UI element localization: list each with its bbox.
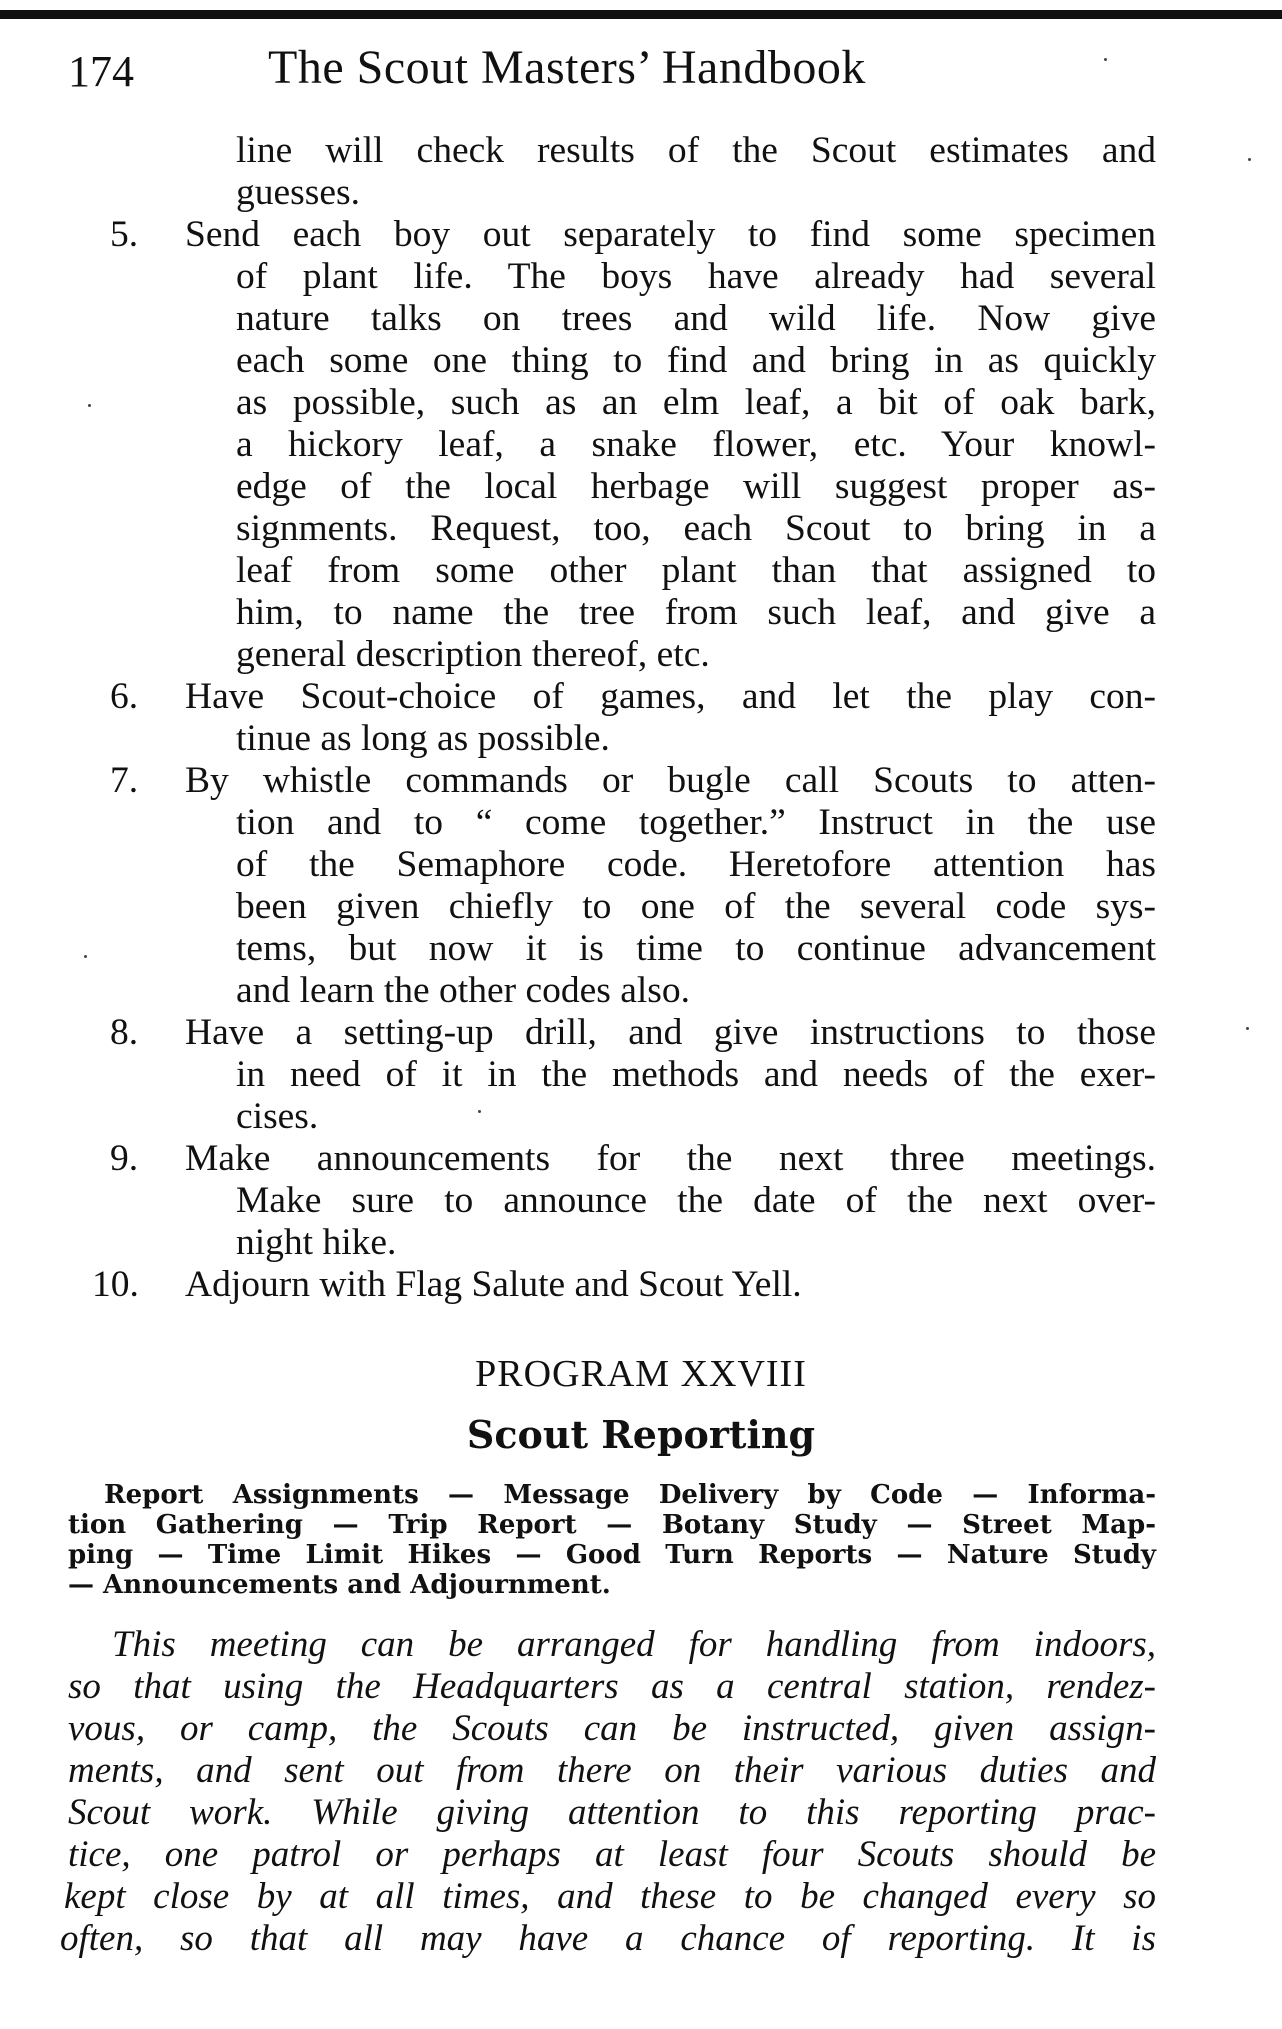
text-line: nature talks on trees and wild life. Now give xyxy=(236,298,1156,339)
page-header xyxy=(0,40,1282,100)
speck xyxy=(1248,158,1251,161)
text-line: Adjourn with Flag Salute and Scout Yell. xyxy=(185,1264,802,1305)
item-number: 6. xyxy=(110,676,139,717)
synopsis-line: ping — Time Limit Hikes — Good Turn Reports — Nature Study xyxy=(68,1540,1156,1570)
synopsis-line: — Announcements and Adjournment. xyxy=(68,1570,611,1600)
intro-line: This meeting can be arranged for handling from indoors, xyxy=(112,1624,1156,1665)
text-line: of the Semaphore code. Heretofore attention has xyxy=(236,844,1156,885)
text-line: By whistle commands or bugle call Scouts to atten- xyxy=(185,760,1156,801)
text-line: Have Scout-choice of games, and let the play con- xyxy=(185,676,1156,717)
text-line: each some one thing to find and bring in as quickly xyxy=(236,340,1156,381)
top-rule xyxy=(0,10,1282,19)
text-line: tion and to “ come together.” Instruct in the use xyxy=(236,802,1156,843)
intro-line: so that using the Headquarters as a central station, rendez- xyxy=(68,1666,1156,1707)
speck xyxy=(478,1110,481,1113)
text-line: Send each boy out separately to find some specimen xyxy=(185,214,1156,255)
intro-line: tice, one patrol or perhaps at least four Scouts should be xyxy=(68,1834,1156,1875)
synopsis-line: tion Gathering — Trip Report — Botany Study — Street Map- xyxy=(68,1510,1156,1540)
item-number: 5. xyxy=(110,214,139,255)
text-line: him, to name the tree from such leaf, and give a xyxy=(236,592,1156,633)
speck xyxy=(1104,58,1107,61)
text-line: Make announcements for the next three meetings. xyxy=(185,1138,1156,1179)
program-heading: PROGRAM XXVIII xyxy=(475,1353,807,1395)
text-line: a hickory leaf, a snake flower, etc. Your knowl- xyxy=(236,424,1156,465)
text-line: of plant life. The boys have already had several xyxy=(236,256,1156,297)
intro-line: kept close by at all times, and these to be changed every so xyxy=(64,1876,1156,1917)
running-title: The Scout Masters’ Handbook xyxy=(268,41,866,94)
intro-line: vous, or camp, the Scouts can be instructed, given assign- xyxy=(68,1708,1156,1749)
synopsis-line: Report Assignments — Message Delivery by Code — Informa- xyxy=(104,1480,1156,1510)
text-line: edge of the local herbage will suggest proper as- xyxy=(236,466,1156,507)
speck xyxy=(1246,1027,1249,1030)
text-line: Have a setting-up drill, and give instructions to those xyxy=(185,1012,1156,1053)
text-line: general description thereof, etc. xyxy=(236,634,710,675)
text-line: in need of it in the methods and needs of the exer- xyxy=(236,1054,1156,1095)
text-line: tems, but now it is time to continue advancement xyxy=(236,928,1156,969)
program-subheading: Scout Reporting xyxy=(466,1412,816,1457)
text-line: Make sure to announce the date of the next over- xyxy=(236,1180,1156,1221)
text-line: as possible, such as an elm leaf, a bit of oak bark, xyxy=(236,382,1156,423)
text-line: tinue as long as possible. xyxy=(236,718,610,759)
text-line: cises. xyxy=(236,1096,319,1137)
item-number: 9. xyxy=(110,1138,139,1179)
text-line: line will check results of the Scout estimates and xyxy=(236,130,1156,171)
item-number: 10. xyxy=(92,1264,139,1305)
text-line: leaf from some other plant than that assigned to xyxy=(236,550,1156,591)
intro-line: Scout work. While giving attention to this reporting prac- xyxy=(68,1792,1156,1833)
text-line: been given chiefly to one of the several code sys- xyxy=(236,886,1156,927)
item-number: 8. xyxy=(110,1012,139,1053)
intro-line: often, so that all may have a chance of reporting. It is xyxy=(60,1918,1156,1959)
text-line: night hike. xyxy=(236,1222,397,1263)
text-line: guesses. xyxy=(236,172,360,213)
intro-line: ments, and sent out from there on their various duties and xyxy=(68,1750,1156,1791)
text-line: signments. Request, too, each Scout to bring in a xyxy=(236,508,1156,549)
text-line: and learn the other codes also. xyxy=(236,970,690,1011)
page-number: 174 xyxy=(68,47,134,96)
speck xyxy=(84,955,87,958)
speck xyxy=(88,404,91,407)
item-number: 7. xyxy=(110,760,139,801)
